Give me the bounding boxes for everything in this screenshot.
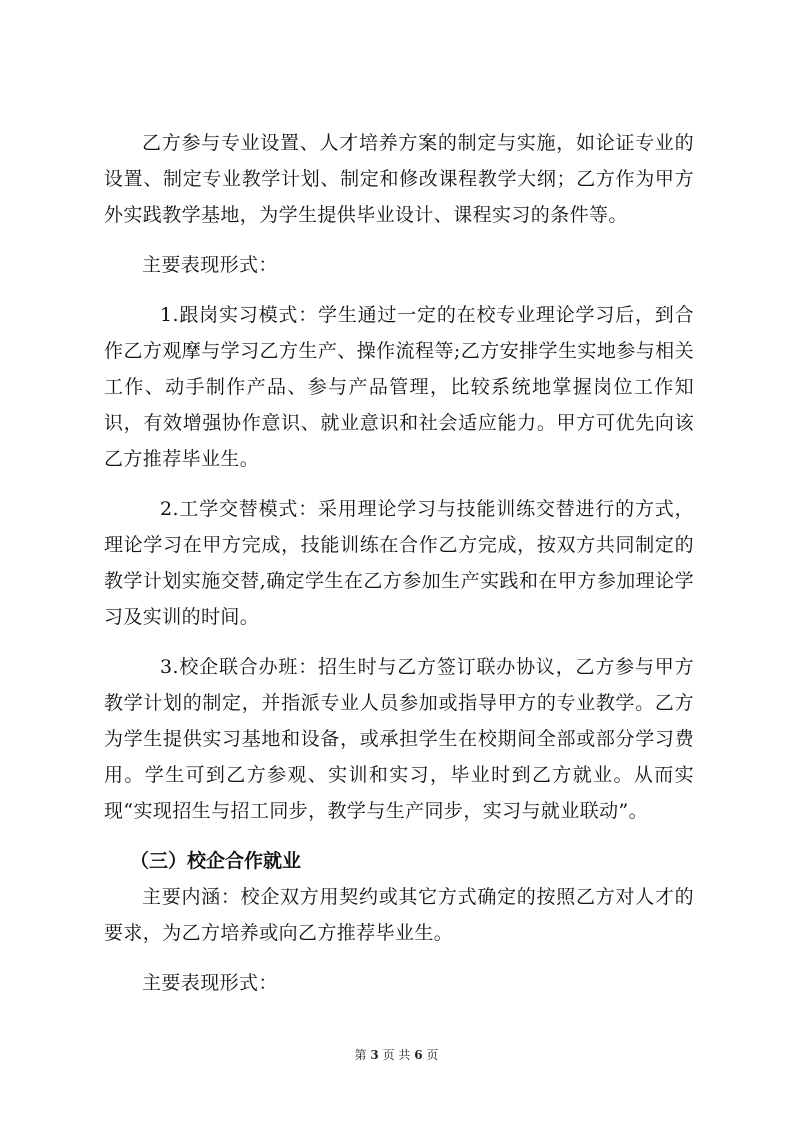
paragraph-mode-3: 3.校企联合办班：招生时与乙方签订联办协议，乙方参与甲方教学计划的制定，并指派专业人员参加或指导甲方的专业教学。乙方为学生提供实习基地和设备，或承担学生在校期间全部或部分学习费用。学生可到乙方参观、实训和实习，毕业时到乙方就业。从而实现“实现招生与招工同步，教学与生产同步，实习与就业联动”。	[104, 656, 694, 822]
footer-middle: 页 共	[382, 1048, 411, 1062]
page-footer	[0, 1046, 793, 1063]
paragraph-forms-label-2: 主要表现形式：	[142, 972, 278, 994]
paragraph-forms-label: 主要表现形式：	[142, 254, 278, 276]
section-heading: （三）校企合作就业	[130, 850, 302, 872]
paragraph-mode-1: 1.跟岗实习模式：学生通过一定的在校专业理论学习后，到合作乙方观摩与学习乙方生产、操作流程等;乙方安排学生实地参与相关工作、动手制作产品、参与产品管理，比较系统地掌握岗位工作知识，有效增强协作意识、就业意识和社会适应能力。甲方可优先向该乙方推荐毕业生。	[104, 304, 694, 470]
footer-total-pages: 6	[414, 1048, 423, 1062]
footer-suffix: 页	[426, 1048, 439, 1062]
paragraph-cooperation-description: 乙方参与专业设置、人才培养方案的制定与实施，如论证专业的设置、制定专业教学计划、制定和修改课程教学大纲；乙方作为甲方外实践教学基地，为学生提供毕业设计、课程实习的条件等。	[104, 132, 694, 226]
paragraph-mode-2: 2.工学交替模式：采用理论学习与技能训练交替进行的方式，理论学习在甲方完成，技能训练在合作乙方完成，按双方共同制定的教学计划实施交替,确定学生在乙方参加生产实践和在甲方参加理论学习及实训的时间。	[104, 498, 694, 628]
document-body	[104, 125, 694, 1001]
footer-current-page: 3	[370, 1048, 379, 1062]
paragraph-connotation: 主要内涵：校企双方用契约或其它方式确定的按照乙方对人才的要求，为乙方培养或向乙方推荐毕业生。	[104, 886, 694, 944]
footer-prefix: 第	[354, 1048, 367, 1062]
